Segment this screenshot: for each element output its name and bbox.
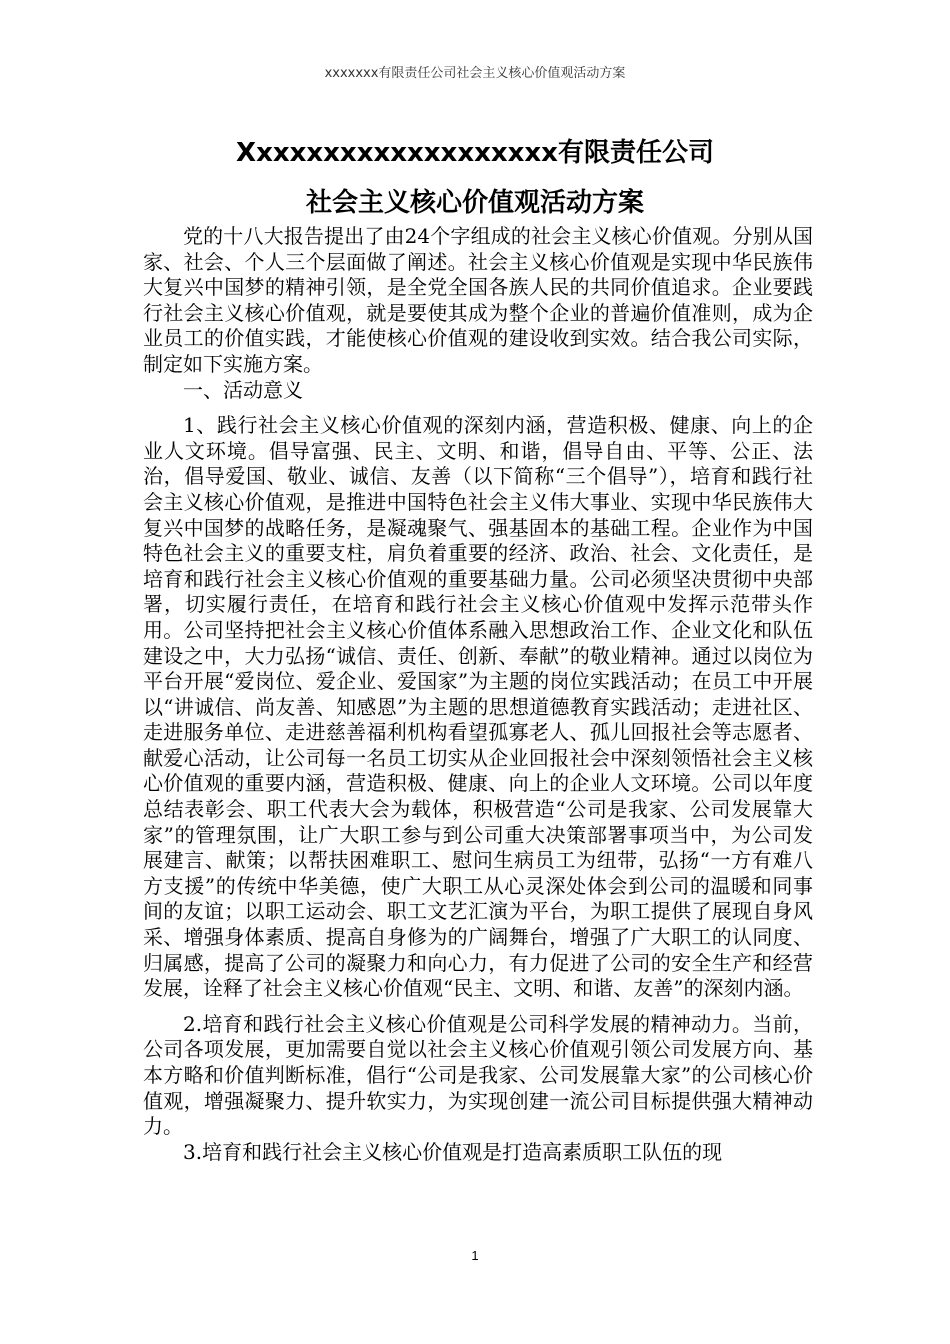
paragraph-3: 3.培育和践行社会主义核心价值观是打造高素质职工队伍的现 <box>183 1139 723 1164</box>
document-title-company: Xxxxxxxxxxxxxxxxxxx有限责任公司 <box>236 138 714 168</box>
running-header: xxxxxxx有限责任公司社会主义核心价值观活动方案 <box>324 66 626 81</box>
page-number: 1 <box>471 1248 479 1263</box>
paragraph-2: 2.培育和践行社会主义核心价值观是公司科学发展的精神动力。当前，公司各项发展，更加需要自觉以社会主义核心价值观引领公司发展方向、基本方略和价值判断标准，倡行“公司是我家、公司发展靠大家”的公司核心价值观，增强凝聚力、提升软实力，为实现创建一流公司目标提供强大精神动力。 <box>143 1011 813 1139</box>
intro-paragraph: 党的十八大报告提出了由24个字组成的社会主义核心价值观。分别从国家、社会、个人三个层面做了阐述。社会主义核心价值观是实现中华民族伟大复兴中国梦的精神引领，是全党全国各族人民的共同价值追求。企业要践行社会主义核心价值观，就是要使其成为整个企业的普遍价值准则，成为企业员工的价值实践，才能使核心价值观的建设收到实效。结合我公司实际，制定如下实施方案。 <box>143 224 813 376</box>
section-heading-activity-significance: 一、活动意义 <box>183 377 303 402</box>
document-body <box>143 224 813 1165</box>
paragraph-1: 1、践行社会主义核心价值观的深刻内涵，营造积极、健康、向上的企业人文环境。倡导富强、民主、文明、和谐，倡导自由、平等、公正、法治，倡导爱国、敬业、诚信、友善（以下简称“三个倡导”），培育和践行社会主义核心价值观，是推进中国特色社会主义伟大事业、实现中华民族伟大复兴中国梦的战略任务，是凝魂聚气、强基固本的基础工程。企业作为中国特色社会主义的重要支柱，肩负着重要的经济、政治、社会、文化责任，是培育和践行社会主义核心价值观的重要基础力量。公司必须坚决贯彻中央部署，切实履行责任，在培育和践行社会主义核心价值观中发挥示范带头作用。公司坚持把社会主义核心价值体系融入思想政治工作、企业文化和队伍建设之中，大力弘扬“诚信、责任、创新、奉献”的敬业精神。通过以岗位为平台开展“爱岗位、爱企业、爱国家”为主题的岗位实践活动；在员工中开展以“讲诚信、尚友善、知感恩”为主题的思想道德教育实践活动；走进社区、走进服务单位、走进慈善福利机构看望孤寡老人、孤儿回报社会等志愿者、献爱心活动，让公司每一名员工切实从企业回报社会中深刻领悟社会主义核心价值观的重要内涵，营造积极、健康、向上的企业人文环境。公司以年度总结表彰会、职工代表大会为载体，积极营造“公司是我家、公司发展靠大家”的管理氛围，让广大职工参与到公司重大决策部署事项当中，为公司发展建言、献策；以帮扶困难职工、慰问生病员工为纽带，弘扬“一方有难八方支援”的传统中华美德，使广大职工从心灵深处体会到公司的温暖和同事间的友谊；以职工运动会、职工文艺汇演为平台，为职工提供了展现自身风采、增强身体素质、提高自身修为的广阔舞台，增强了广大职工的认同度、归属感，提高了公司的凝聚力和向心力，有力促进了公司的安全生产和经营发展，诠释了社会主义核心价值观“民主、文明、和谐、友善”的深刻内涵。 <box>143 413 813 1001</box>
document-title-plan: 社会主义核心价值观活动方案 <box>305 188 644 218</box>
